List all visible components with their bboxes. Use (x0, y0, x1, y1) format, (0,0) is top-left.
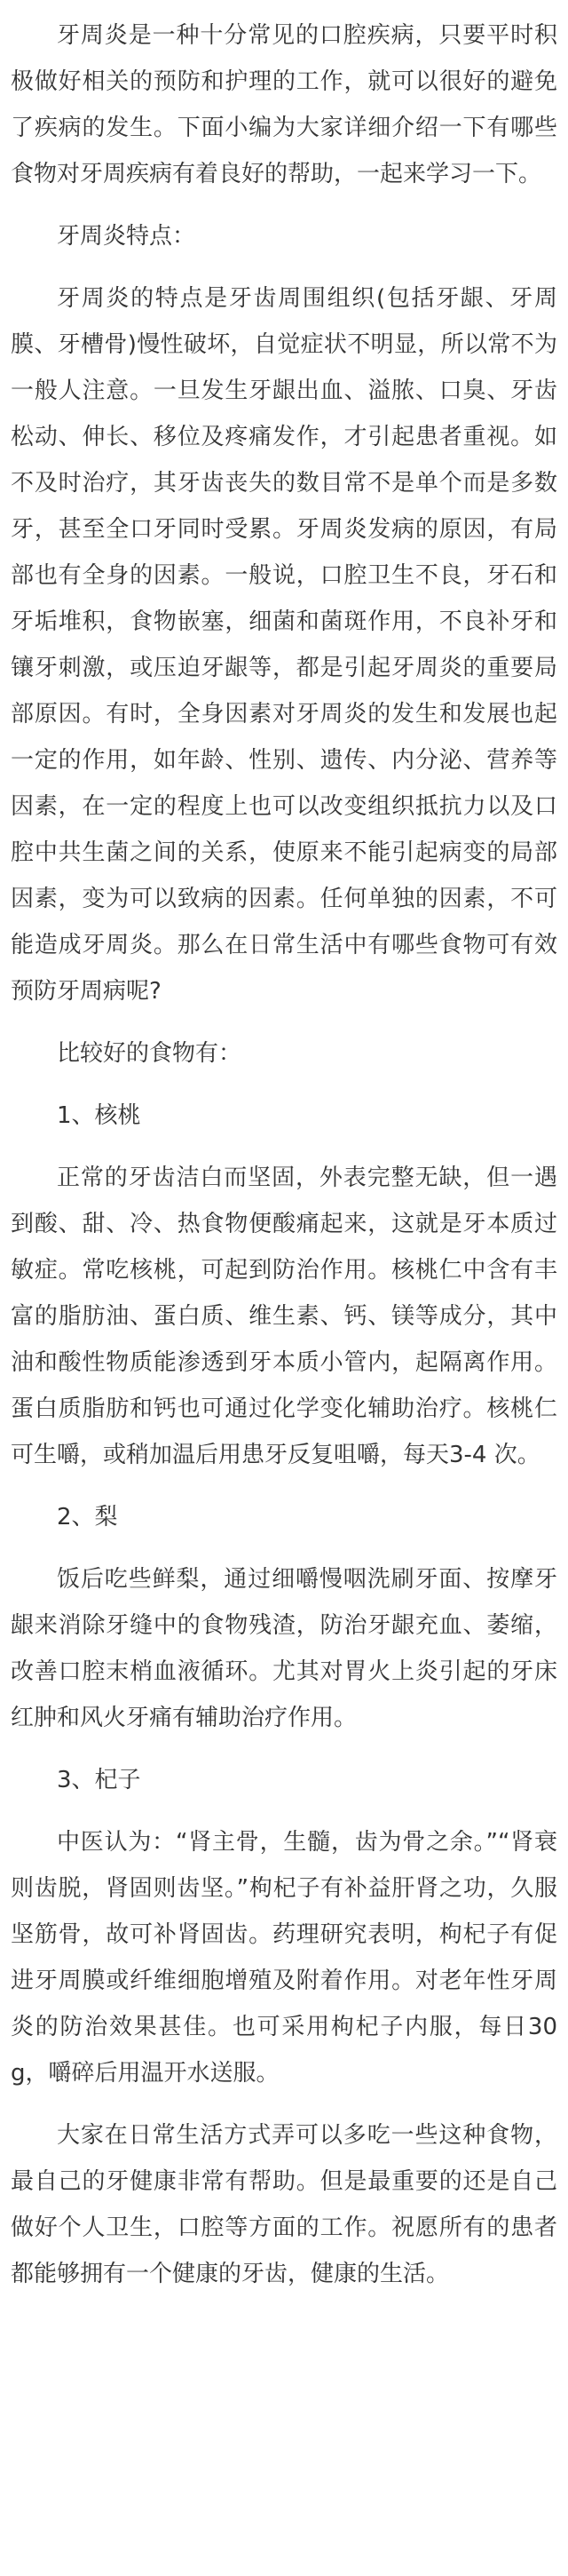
section-heading-features: 牙周炎特点： (57, 223, 196, 250)
food-heading-goji: 3、杞子 (57, 1767, 141, 1793)
closing-paragraph: 大家在日常生活方式弄可以多吃一些这种食物，最自己的牙健康非常有帮助。但是最重要的还是自己做好个人卫生，口腔等方面的工作。祝愿所有的患者都能够拥有一个健康的牙齿，健康的生活。 (11, 2122, 557, 2287)
walnut-paragraph: 正常的牙齿洁白而坚固，外表完整无缺，但一遇到酸、甜、冷、热食物便酸痛起来，这就是牙本质过敏症。常吃核桃，可起到防治作用。核桃仁中含有丰富的脂肪油、蛋白质、维生素、钙、镁等成分，其中油和酸性物质能渗透到牙本质小管内，起隔离作用。蛋白质脂肪和钙也可通过化学变化辅助治疗。核桃仁可生嚼，或稍加温后用患牙反复咀嚼，每天3-4 次。 (11, 1165, 557, 1468)
goji-paragraph: 中医认为：“肾主骨，生髓，齿为骨之余。”“肾衰则齿脱，肾固则齿坚。”枸杞子有补益肝肾之功，久服坚筋骨，故可补肾固齿。药理研究表明，枸杞子有促进牙周膜或纤维细胞增殖及附着作用。对老年性牙周炎的防治效果甚佳。也可采用枸杞子内服，每日30g，嚼碎后用温开水送服。 (11, 1829, 557, 2087)
intro-paragraph: 牙周炎是一种十分常见的口腔疾病，只要平时积极做好相关的预防和护理的工作，就可以很好的避免了疾病的发生。下面小编为大家详细介绍一下有哪些食物对牙周疾病有着良好的帮助，一起来学习一下。 (11, 22, 557, 187)
features-paragraph: 牙周炎的特点是牙齿周围组织(包括牙龈、牙周膜、牙槽骨)慢性破坏，自觉症状不明显，所以常不为一般人注意。一旦发生牙龈出血、溢脓、口臭、牙齿松动、伸长、移位及疼痛发作，才引起患者重视。如不及时治疗，其牙齿丧失的数目常不是单个而是多数牙，甚至全口牙同时受累。牙周炎发病的原因，有局部也有全身的因素。一般说，口腔卫生不良，牙石和牙垢堆积，食物嵌塞，细菌和菌斑作用，不良补牙和镶牙刺激，或压迫牙龈等，都是引起牙周炎的重要局部原因。有时，全身因素对牙周炎的发生和发展也起一定的作用，如年龄、性别、遗传、内分泌、营养等因素，在一定的程度上也可以改变组织抵抗力以及口腔中共生菌之间的关系，使原来不能引起病变的局部因素，变为可以致病的因素。任何单独的因素，不可能造成牙周炎。那么在日常生活中有哪些食物可有效预防牙周病呢? (11, 285, 557, 1005)
food-heading-pear: 2、梨 (57, 1504, 118, 1530)
food-heading-walnut: 1、核桃 (57, 1102, 141, 1129)
pear-paragraph: 饭后吃些鲜梨，通过细嚼慢咽洗刷牙面、按摩牙龈来消除牙缝中的食物残渣，防治牙龈充血、萎缩，改善口腔末梢血液循环。尤其对胃火上炎引起的牙床红肿和风火牙痛有辅助治疗作用。 (11, 1566, 557, 1731)
section-heading-foods: 比较好的食物有： (57, 1040, 242, 1067)
